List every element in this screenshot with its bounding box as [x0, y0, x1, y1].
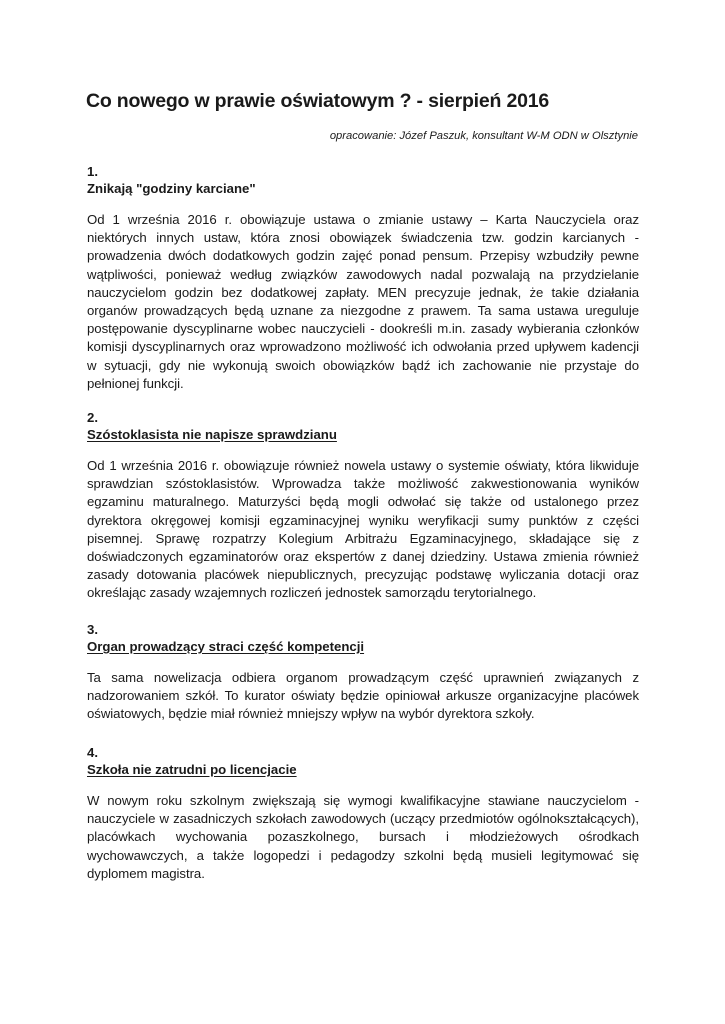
document-title: Co nowego w prawie oświatowym ? - sierpień 2016 [86, 90, 550, 112]
section-4-body: W nowym roku szkolnym zwiększają się wymogi kwalifikacyjne stawiane nauczycielom - nauczyciele w zasadniczych szkołach zawodowych (uczący przedmiotów ogólnokształcących), placówkach wychowania pozaszkolnego, bursach i młodzieżowych ośrodkach wychowawczych, a także logopedzi i pedagodzy szkolni będą musieli legitymować się dyplomem magistra. [87, 793, 639, 881]
section-1-body: Od 1 września 2016 r. obowiązuje ustawa o zmianie ustawy – Karta Nauczyciela oraz niektórych innych ustaw, która znosi obowiązek świadczenia tzw. godzin karcianych - prowadzenia dwóch dodatkowych godzin zajęć ponad pensum. Przepisy wzbudziły pewne wątpliwości, ponieważ według związków zawodowych nadal pozwalają na przydzielanie nauczycielom godzin bez dodatkowej zapłaty. MEN precyzuje jednak, że takie działania organów prowadzących będą uznane za niezgodne z prawem. Ta sama ustawa ureguluje postępowanie dyscyplinarne wobec nauczycieli - dookreśli m.in. zasady wybierania członków komisji dyscyplinarnych oraz wprowadzono możliwość ich odwołania przed upływem kadencji w sytuacji, gdy nie wykonują swoich obowiązków bądź ich zachowanie nie przystaje do pełnionej funkcji. [87, 212, 639, 391]
section-2-heading: Szóstoklasista nie napisze sprawdzianu [87, 427, 337, 442]
section-1-number: 1. [87, 164, 98, 179]
section-2-body: Od 1 września 2016 r. obowiązuje również nowela ustawy o systemie oświaty, która likwiduje sprawdzian szóstoklasistów. Wprowadza także możliwość zakwestionowania wyników egzaminu maturalnego. Maturzyści będą mogli odwołać się także od ustalonego przez dyrektora okręgowej komisji egzaminacyjnej wyniku weryfikacji sumy punktów z części pisemnej. Sprawę rozpatrzy Kolegium Arbitrażu Egzaminacyjnego, składające się z doświadczonych egzaminatorów oraz ekspertów z danej dziedziny. Ustawa zmienia również zasady dotowania placówek niepublicznych, precyzując podstawę wyliczania dotacji oraz określając zasady wzajemnych rozliczeń jednostek samorządu terytorialnego. [87, 458, 639, 601]
section-1-heading: Znikają "godziny karciane" [87, 181, 256, 196]
section-3-number: 3. [87, 622, 98, 637]
section-3-body: Ta sama nowelizacja odbiera organom prowadzącym część uprawnień związanych z nadzorowaniem szkół. To kurator oświaty będzie opiniował arkusze organizacyjne placówek oświatowych, będzie miał również mniejszy wpływ na wybór dyrektora szkoły. [87, 670, 639, 722]
section-3-heading: Organ prowadzący straci część kompetencji [87, 639, 365, 654]
section-4-number: 4. [87, 745, 98, 760]
section-2-number: 2. [87, 410, 98, 425]
document-author: opracowanie: Józef Paszuk, konsultant W-M ODN w Olsztynie [329, 130, 638, 142]
section-4-heading: Szkoła nie zatrudni po licencjacie [87, 762, 297, 777]
